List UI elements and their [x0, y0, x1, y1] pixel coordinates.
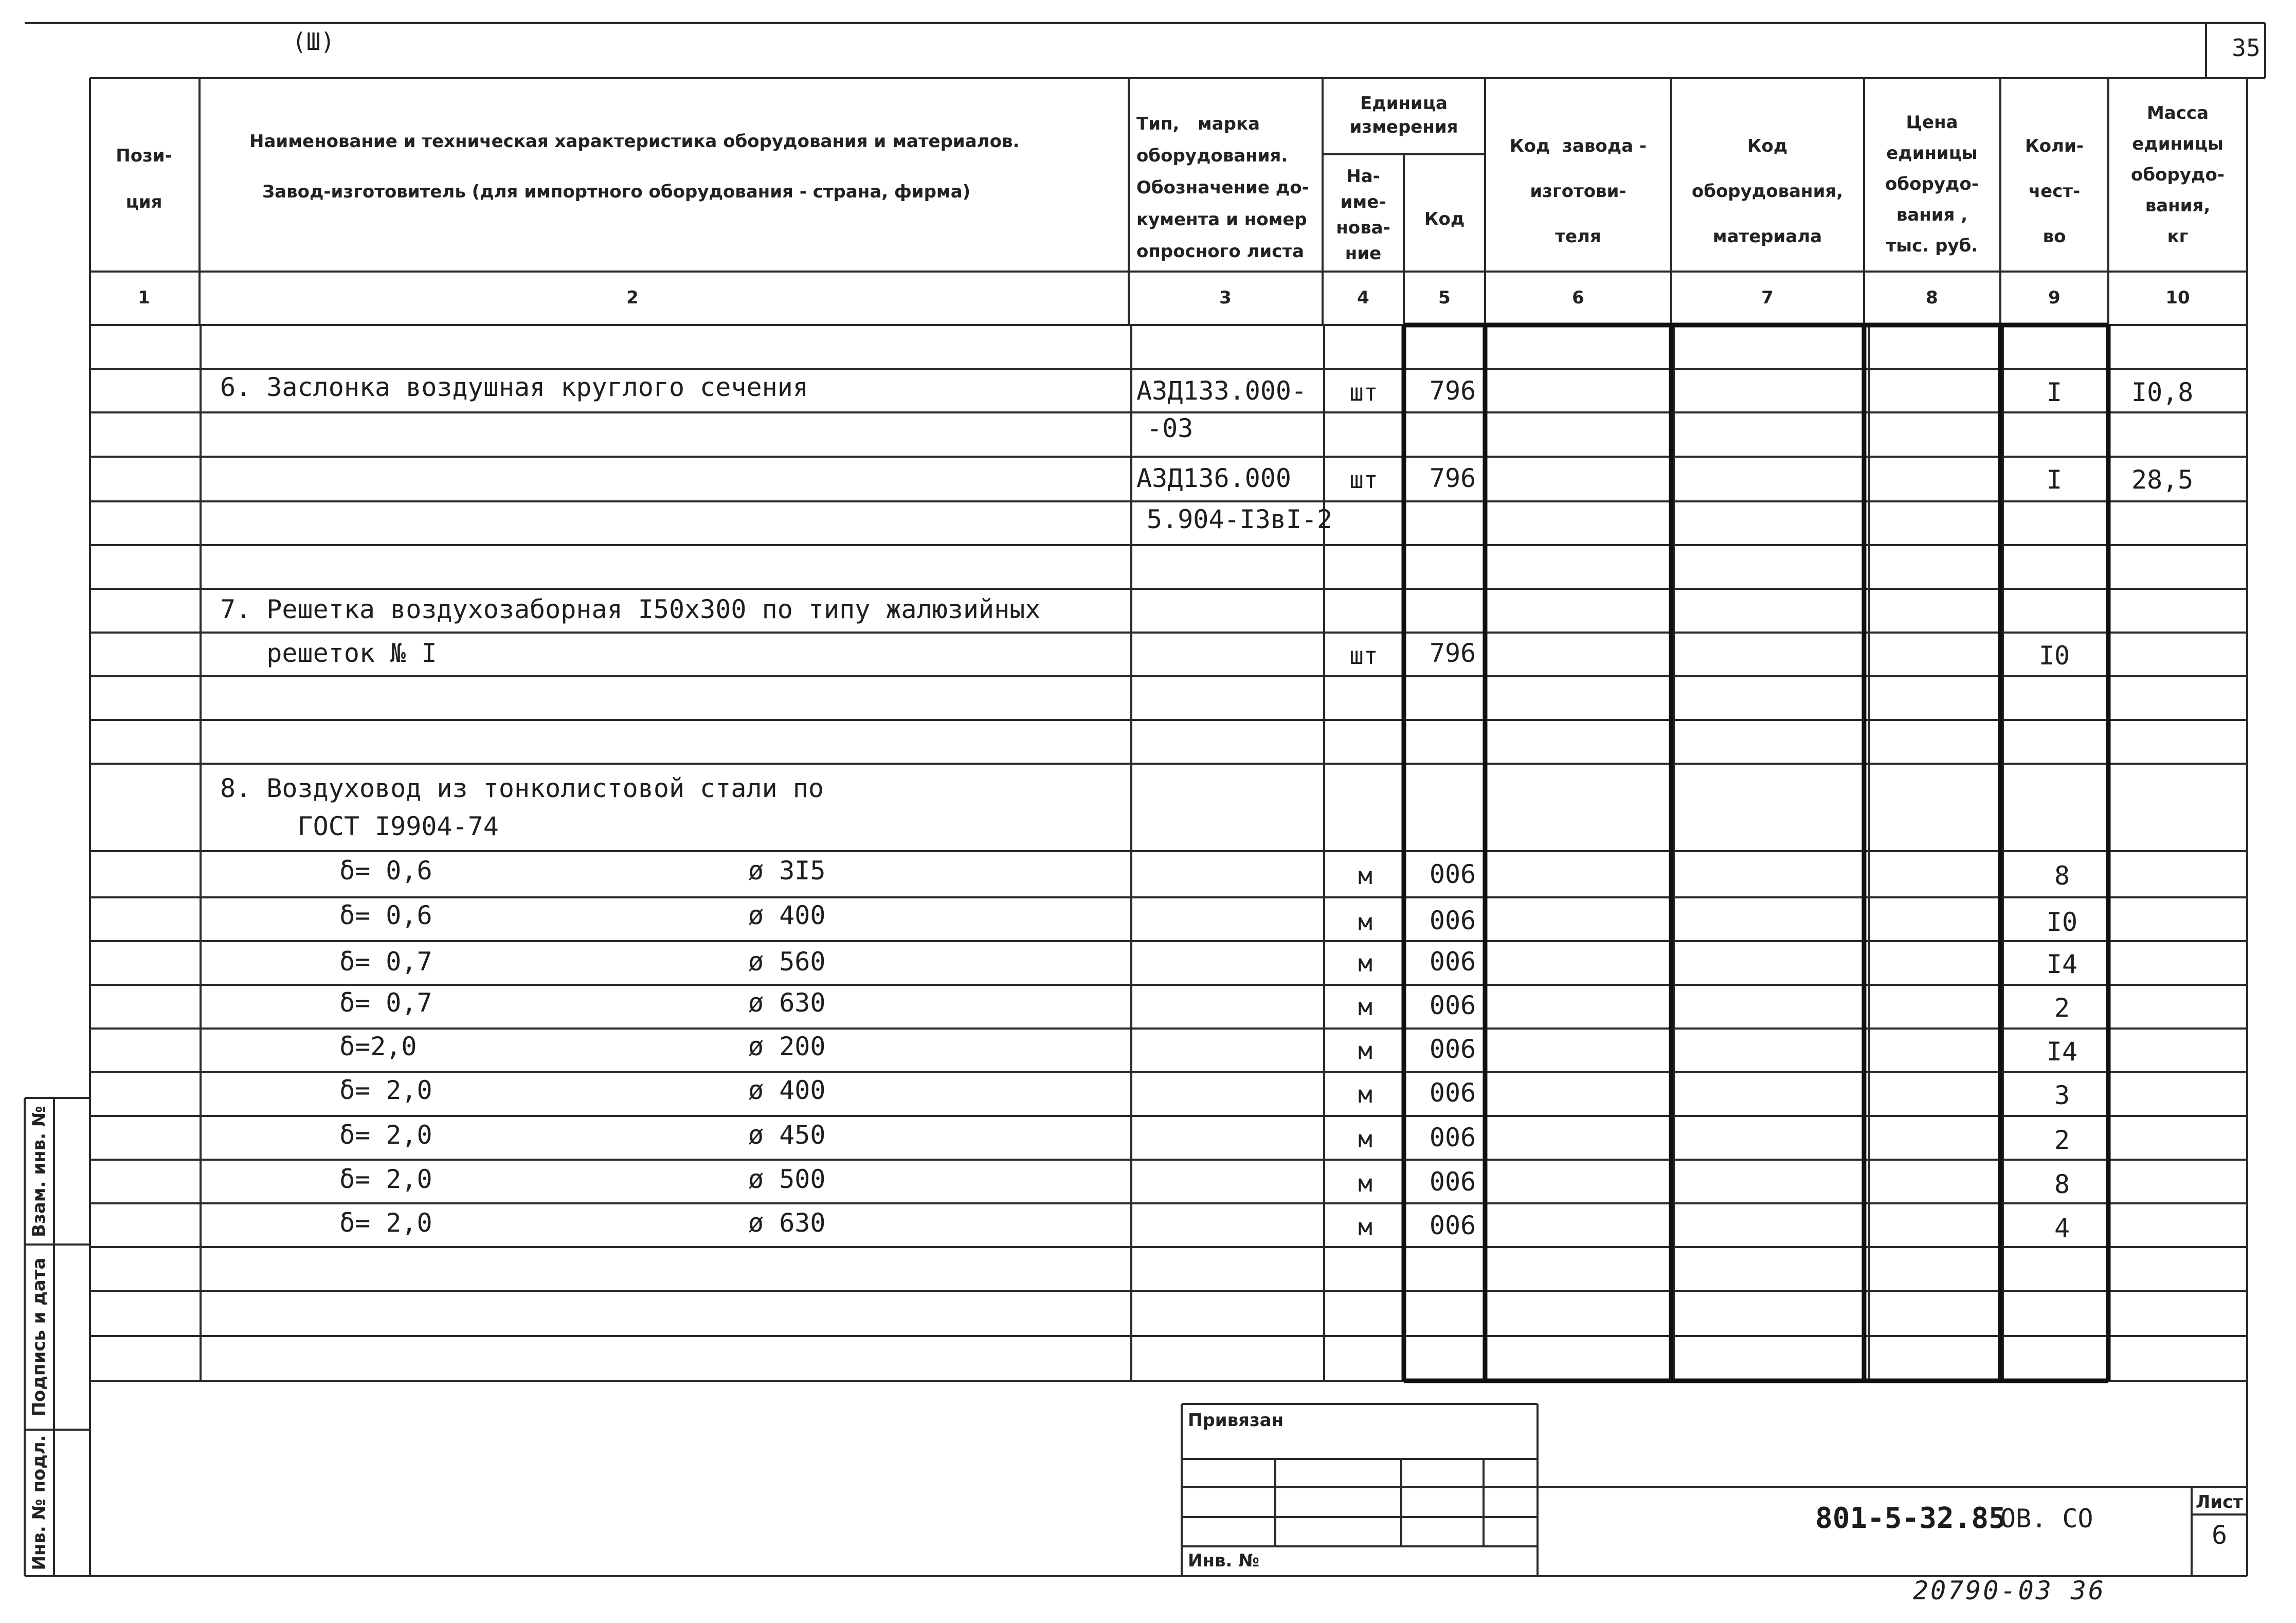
item-quantity: I0: [2046, 907, 2078, 937]
item-name: 6. Заслонка воздушная круглого сечения: [220, 372, 808, 402]
duct-diameter: ø 400: [748, 1075, 826, 1105]
header-name-line2: Завод-изготовитель (для импортного оборудования - страна, фирма): [262, 182, 971, 202]
item-unit: шт: [1349, 466, 1378, 494]
item-quantity: 8: [2054, 861, 2070, 891]
duct-diameter: ø 200: [748, 1032, 826, 1061]
item-unit-code: 006: [1429, 1167, 1476, 1197]
item-mass: I0,8: [2131, 377, 2194, 407]
item-unit-code: 006: [1429, 859, 1476, 889]
item-unit-code: 796: [1429, 376, 1476, 406]
item-unit-code: 006: [1429, 1123, 1476, 1152]
item-unit: м: [1358, 1037, 1372, 1065]
item-unit: м: [1358, 1080, 1372, 1108]
col-number: 2: [626, 287, 639, 308]
item-unit: шт: [1349, 642, 1378, 670]
col-number: 9: [2048, 287, 2060, 308]
item-unit: м: [1358, 908, 1372, 936]
col-number: 10: [2165, 287, 2190, 308]
header-position: Пози- ция: [116, 146, 172, 212]
document-suffix: ОВ. СО: [2000, 1504, 2093, 1534]
col-number: 8: [1926, 287, 1938, 308]
item-unit-code: 006: [1429, 1034, 1476, 1064]
item-quantity: 4: [2054, 1213, 2070, 1243]
col-number: 1: [138, 287, 150, 308]
item-unit-code: 006: [1429, 1078, 1476, 1108]
duct-thickness: δ= 2,0: [339, 1075, 432, 1105]
item-type: АЗД133.000-: [1136, 376, 1307, 406]
item-name: ГОСТ I9904-74: [220, 812, 499, 841]
header-maker-code: Код завода - изготови- теля: [1509, 136, 1647, 247]
item-unit: м: [1358, 862, 1372, 890]
item-type: АЗД136.000: [1136, 463, 1292, 493]
section-mark: (Ш): [292, 28, 335, 56]
duct-diameter: ø 3I5: [748, 856, 826, 886]
header-equipment-code: Код оборудования, материала: [1691, 136, 1843, 247]
duct-thickness: δ= 0,7: [339, 988, 432, 1018]
item-unit-code: 006: [1429, 906, 1476, 935]
duct-diameter: ø 630: [748, 1208, 826, 1238]
stamp-inv-no: Инв. №: [1188, 1550, 1260, 1571]
duct-thickness: δ= 2,0: [339, 1208, 432, 1238]
margin-vzam-inv: Взам. инв. №: [29, 1106, 49, 1237]
col-number: 3: [1219, 287, 1232, 308]
duct-diameter: ø 630: [748, 988, 826, 1018]
col-number: 7: [1761, 287, 1774, 308]
item-unit-code: 796: [1429, 463, 1476, 493]
duct-diameter: ø 400: [748, 900, 826, 930]
item-unit: м: [1358, 1169, 1372, 1197]
duct-thickness: δ= 0,7: [339, 947, 432, 977]
duct-diameter: ø 450: [748, 1120, 826, 1150]
item-name: 8. Воздуховод из тонколистовой стали по: [220, 773, 824, 803]
col-number: 6: [1572, 287, 1584, 308]
item-type: 5.904-I3вI-2: [1147, 504, 1333, 534]
stamp-privyazan: Привязан: [1188, 1410, 1284, 1431]
item-name: решеток № I: [220, 638, 437, 668]
header-unit-code: Код: [1424, 209, 1465, 229]
footer-archive-number: 20790-03 36: [1913, 1576, 2106, 1606]
item-quantity: I: [2046, 465, 2063, 495]
duct-thickness: δ= 2,0: [339, 1120, 432, 1150]
margin-signature-date: Подпись и дата: [29, 1257, 49, 1417]
header-type: Тип, марка оборудования. Обозначение до- кумента и номер опросного листа: [1136, 114, 1309, 262]
sheet-label: Лист: [2196, 1492, 2243, 1512]
item-quantity: 2: [2054, 1125, 2070, 1155]
item-unit-code: 006: [1429, 990, 1476, 1020]
header-price: Цена единицы оборудо- вания , тыс. руб.: [1885, 112, 1979, 256]
item-quantity: I4: [2046, 1037, 2078, 1067]
margin-inv-podl: Инв. № подл.: [29, 1435, 49, 1571]
col-number: 5: [1438, 287, 1451, 308]
item-unit: м: [1358, 1125, 1372, 1153]
duct-thickness: δ= 0,6: [339, 900, 432, 930]
col-number: 4: [1357, 287, 1369, 308]
duct-diameter: ø 560: [748, 947, 826, 977]
header-unit-name: На- име- нова- ние: [1336, 166, 1390, 264]
item-unit: шт: [1349, 378, 1378, 406]
item-quantity: I4: [2046, 949, 2078, 979]
duct-thickness: δ= 2,0: [339, 1164, 432, 1194]
header-name-line1: Наименование и техническая характеристика оборудования и материалов.: [249, 131, 1020, 152]
item-quantity: 2: [2054, 993, 2070, 1023]
item-unit: м: [1358, 993, 1372, 1021]
header-mass: Масса единицы оборудо- вания, кг: [2131, 103, 2225, 247]
item-unit: м: [1358, 1213, 1372, 1241]
sheet-number: 6: [2211, 1520, 2228, 1550]
item-quantity: 8: [2054, 1169, 2070, 1199]
duct-diameter: ø 500: [748, 1164, 826, 1194]
item-name: 7. Решетка воздухозаборная I50x300 по типу жалюзийных: [220, 594, 1041, 624]
duct-thickness: δ= 0,6: [339, 856, 432, 886]
item-unit-code: 796: [1429, 638, 1476, 668]
header-quantity: Коли- чест- во: [2025, 136, 2084, 247]
item-unit-code: 006: [1429, 1211, 1476, 1240]
header-unit-group: Единица измерения: [1349, 93, 1458, 137]
duct-thickness: δ=2,0: [339, 1032, 417, 1061]
item-unit: м: [1358, 949, 1372, 977]
item-mass: 28,5: [2131, 465, 2194, 495]
item-quantity: 3: [2054, 1080, 2070, 1110]
item-quantity: I: [2046, 377, 2063, 407]
document-code: 801-5-32.85: [1815, 1502, 2006, 1535]
item-type: -03: [1147, 413, 1194, 443]
item-unit-code: 006: [1429, 947, 1476, 977]
page-number: 35: [2232, 34, 2261, 62]
item-quantity: I0: [2038, 641, 2070, 671]
